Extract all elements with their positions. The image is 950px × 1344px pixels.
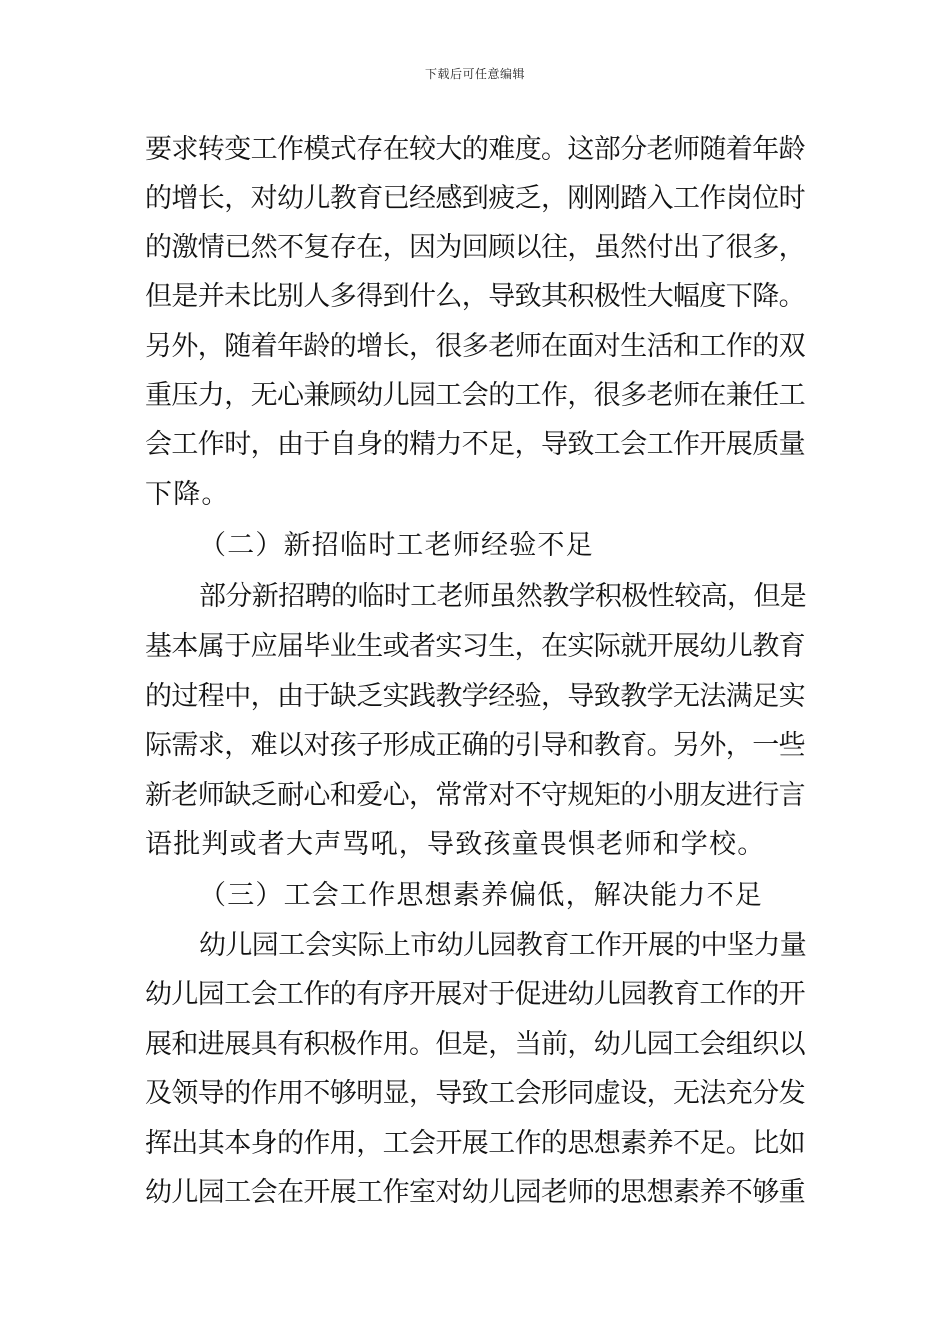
text-line: 的激情已然不复存在，因为回顾以往，虽然付出了很多， bbox=[145, 232, 805, 263]
text-line: 展和进展具有积极作用。但是，当前，幼儿园工会组织以 bbox=[145, 1029, 805, 1060]
text-line: 挥出其本身的作用，工会开展工作的思想素养不足。比如 bbox=[145, 1128, 805, 1159]
text-line: 但是并未比别人多得到什么，导致其积极性大幅度下降。 bbox=[145, 281, 805, 312]
text-line: 语批判或者大声骂吼，导致孩童畏惧老师和学校。 bbox=[145, 829, 766, 860]
text-line: 际需求，难以对孩子形成正确的引导和教育。另外，一些 bbox=[145, 730, 805, 761]
text-line: 基本属于应届毕业生或者实习生，在实际就开展幼儿教育 bbox=[145, 631, 805, 662]
section-heading: （三）工会工作思想素养偏低，解决能力不足 bbox=[199, 880, 763, 911]
text-line: 及领导的作用不够明显，导致工会形同虚设，无法充分发 bbox=[145, 1078, 805, 1109]
text-line: 幼儿园工会实际上市幼儿园教育工作开展的中坚力量 bbox=[199, 930, 807, 961]
text-line: 下降。 bbox=[145, 479, 230, 510]
text-line: 重压力，无心兼顾幼儿园工会的工作，很多老师在兼任工 bbox=[145, 380, 805, 411]
text-line: 另外，随着年龄的增长，很多老师在面对生活和工作的双 bbox=[145, 331, 805, 362]
text-line: 新老师缺乏耐心和爱心，常常对不守规矩的小朋友进行言 bbox=[145, 780, 805, 811]
text-line: 要求转变工作模式存在较大的难度。这部分老师随着年龄 bbox=[145, 134, 805, 165]
text-line: 的过程中，由于缺乏实践教学经验，导致教学无法满足实 bbox=[145, 681, 805, 712]
text-line: 部分新招聘的临时工老师虽然教学积极性较高，但是 bbox=[199, 581, 807, 612]
text-line: 幼儿园工会在开展工作室对幼儿园老师的思想素养不够重 bbox=[145, 1177, 805, 1208]
page-header-note: 下载后可任意编辑 bbox=[424, 67, 525, 81]
section-heading: （二）新招临时工老师经验不足 bbox=[199, 530, 594, 561]
text-line: 的增长，对幼儿教育已经感到疲乏，刚刚踏入工作岗位时 bbox=[145, 183, 805, 214]
text-line: 会工作时，由于自身的精力不足，导致工会工作开展质量 bbox=[145, 429, 805, 460]
text-line: 幼儿园工会工作的有序开展对于促进幼儿园教育工作的开 bbox=[145, 979, 805, 1010]
